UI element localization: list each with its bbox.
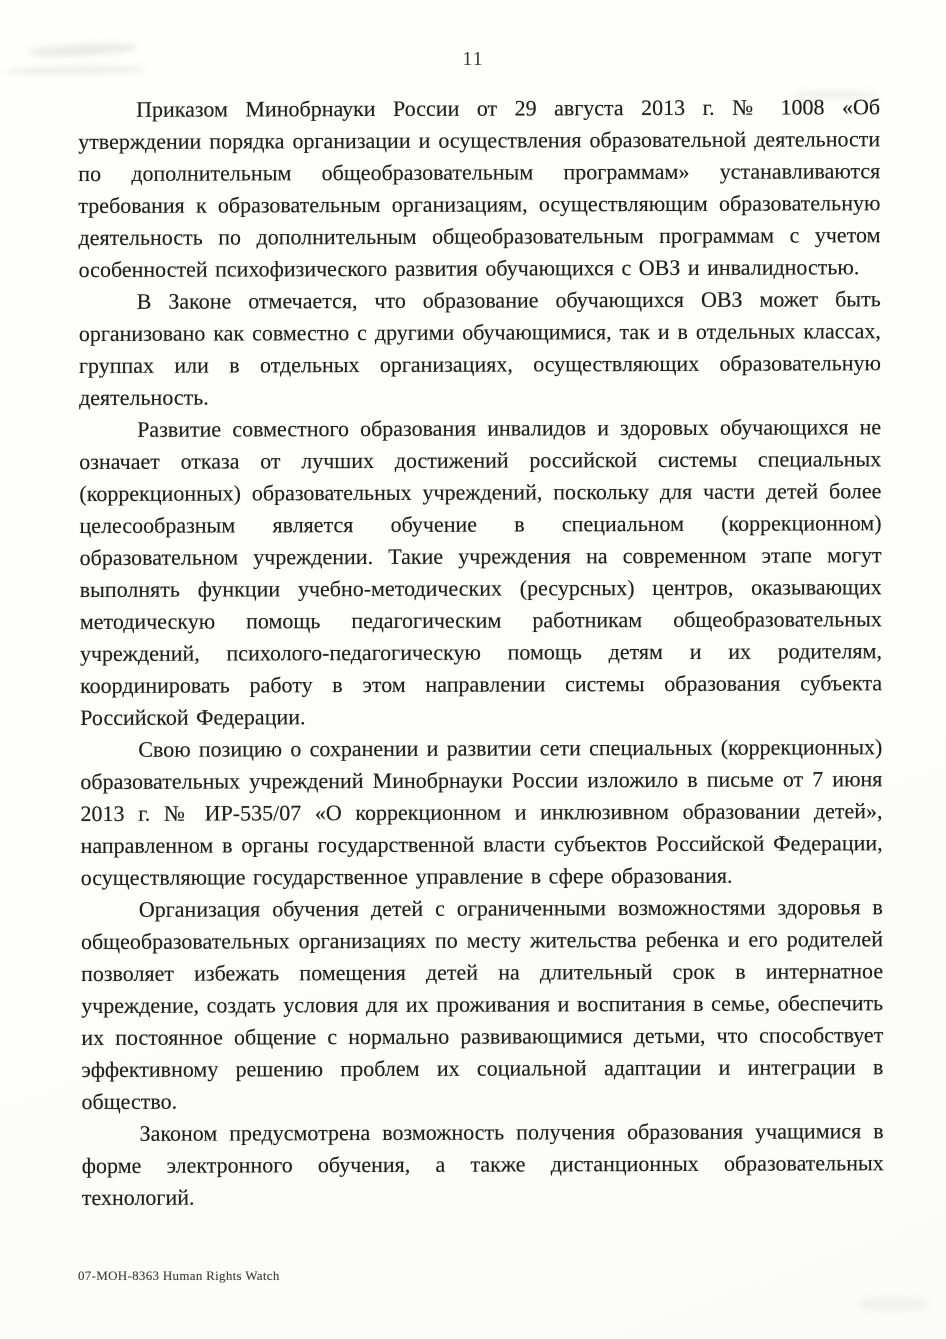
paragraph-distance-learning: Законом предусмотрена возможность получения образования учащимися в форме электронного обучения, а также дистанционных образовательных технологий.: [81, 1118, 884, 1210]
document-body: [78, 91, 884, 1214]
paragraph-prikaz-1008: Приказом Минобрнауки России от 29 августа 2013 г. № 1008 «Об утверждении порядка организации и осуществления образовательной деятельности по дополнительным общеобразовательным программам» устанавливаются требования к образовательным организациям, осуществляющим образовательную деятельность по дополнительным общеобразовательным программам с учетом особенностей психофизического развития обучающихся с ОВЗ и инвалидностью.: [78, 94, 881, 282]
scan-smudge: [858, 1296, 928, 1312]
paragraph-correctional-institutions: Развитие совместного образования инвалидов и здоровых обучающихся не означает отказа от лучших достижений российской системы специальных (коррекционных) образовательных учреждений, поскольку для части детей более целесообразным является обучение в специальном (коррекционном) образовательном учреждении. Такие учреждения на современном этапе могут выполнять функции учебно-методических (ресурсных) центров, оказывающих методическую помощь педагогическим работникам общеобразовательных учреждений, психолого-педагогическую помощь детям и их родителям, координировать работу в этом направлении системы образования субъекта Российской Федерации.: [79, 414, 883, 730]
paragraph-education-at-residence: Организация обучения детей с ограниченными возможностями здоровья в общеобразовательных организациях по месту жительства ребенка и его родителей позволяет избежать помещения детей на длительный срок в интернатное учреждение, создать условия для их проживания и воспитания в семье, обеспечить их постоянное общение с нормально развивающимися детьми, что способствует эффективному решению проблем их социальной адаптации и интеграции в общество.: [80, 894, 884, 1114]
footer-stamp: 07-MOH-8363 Human Rights Watch: [78, 1268, 280, 1283]
paragraph-letter-ir-535-07: Свою позицию о сохранении и развитии сети специальных (коррекционных) образовательных учреждений Минобрнауки России изложило в письме от 7 июня 2013 г. № ИР-535/07 «О коррекционном и инклюзивном образовании детей», направленном в органы государственной власти субъектов Российской Федерации, осуществляющие государственное управление в сфере образования.: [80, 734, 883, 890]
page-number: 11: [462, 48, 484, 70]
paragraph-law-joint-education: В Законе отмечается, что образование обучающихся ОВЗ может быть организовано как совместно с другими обучающимися, так и в отдельных классах, группах или в отдельных организациях, осуществляющих образовательную деятельность.: [78, 286, 881, 410]
